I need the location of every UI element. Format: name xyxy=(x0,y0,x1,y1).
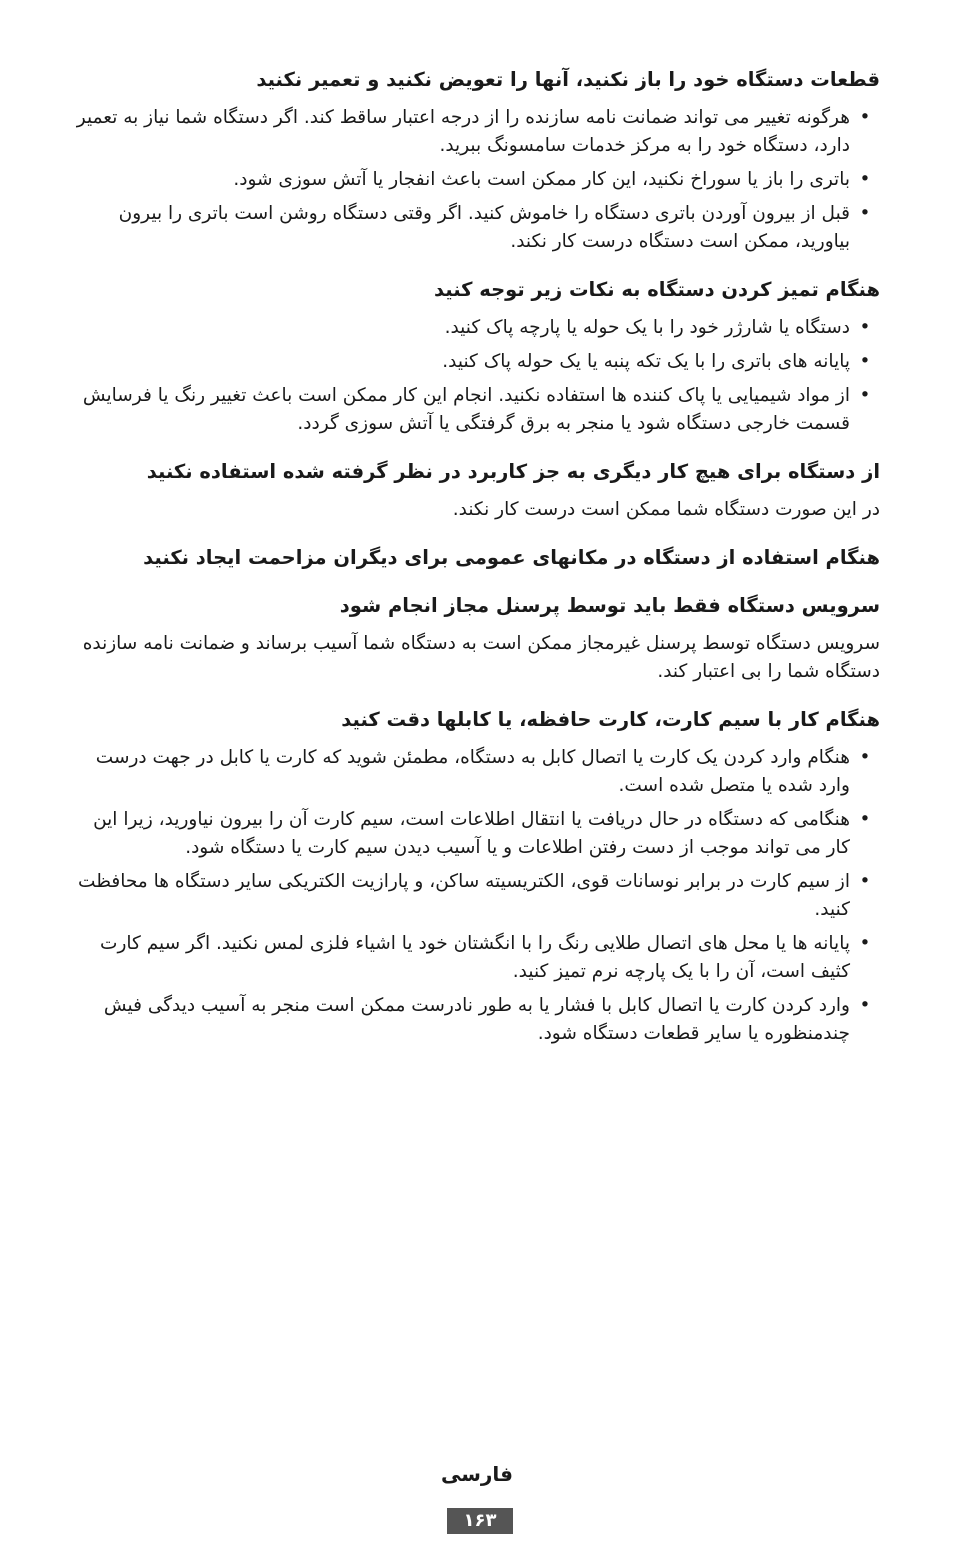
section-heading: هنگام کار با سیم کارت، کارت حافظه، یا کابلها دقت کنید xyxy=(341,708,880,731)
section-heading: از دستگاه برای هیچ کار دیگری به جز کاربرد در نظر گرفته شده استفاده نکنید xyxy=(146,460,880,483)
section-service xyxy=(76,592,880,686)
section-text: سرویس دستگاه توسط پرسنل غیرمجاز ممکن است به دستگاه شما آسیب برساند و ضمانت نامه سازنده دستگاه شما را بی اعتبار کند. xyxy=(82,633,880,682)
list-item: • پایانه های باتری را با یک تکه پنبه یا یک حوله پاک کنید. xyxy=(76,348,850,376)
section-cleaning xyxy=(76,276,880,438)
section-public-places xyxy=(76,544,880,572)
section-heading: سرویس دستگاه فقط باید توسط پرسنل مجاز انجام شود xyxy=(339,594,880,617)
list-item: • قبل از بیرون آوردن باتری دستگاه را خاموش کنید. اگر وقتی دستگاه روشن است باتری را بیرون بیاورید، ممکن است دستگاه درست کار نکند. xyxy=(76,200,850,256)
list-item: • هرگونه تغییر می تواند ضمانت نامه سازنده را از درجه اعتبار ساقط کند. اگر دستگاه شما نیاز به تعمیر دارد، دستگاه خود را به مرکز خدمات سامسونگ ببرید. xyxy=(76,104,850,160)
section-disassembly xyxy=(76,66,880,256)
list-item: • از مواد شیمیایی یا پاک کننده ها استفاده نکنید. انجام این کار ممکن است باعث تغییر رنگ یا فرسایش قسمت خارجی دستگاه شود یا منجر به برق گرفتگی یا آتش سوزی گردد. xyxy=(76,382,850,438)
section-sim-cards xyxy=(76,706,880,1048)
section-heading: هنگام استفاده از دستگاه در مکانهای عمومی برای دیگران مزاحمت ایجاد نکنید xyxy=(143,546,880,569)
section-heading: قطعات دستگاه خود را باز نکنید، آنها را تعویض نکنید و تعمیر نکنید xyxy=(256,68,880,91)
footer-language: فارسی xyxy=(440,1462,514,1486)
list-item: • از سیم کارت در برابر نوسانات قوی، الکتریسیته ساکن، و پارازیت الکتریکی سایر دستگاه ها محافظت کنید. xyxy=(76,868,850,924)
list-item: • هنگامی که دستگاه در حال دریافت یا انتقال اطلاعات است، سیم کارت آن را بیرون نیاورید، زیرا این کار می تواند موجب از دست رفتن اطلاعات و یا آسیب دیدن سیم کارت یا دستگاه شود. xyxy=(76,806,850,862)
section-intended-use xyxy=(76,458,880,524)
bullet-list xyxy=(76,744,880,1048)
list-item: • هنگام وارد کردن یک کارت یا اتصال کابل به دستگاه، مطمئن شوید که کارت یا کابل در جهت درست وارد شده یا متصل شده است. xyxy=(76,744,850,800)
list-item: • وارد کردن کارت یا اتصال کابل با فشار یا به طور نادرست ممکن است منجر به آسیب دیدگی فیش چندمنظوره یا سایر قطعات دستگاه شود. xyxy=(76,992,850,1048)
document-body xyxy=(76,66,880,1068)
section-text: در این صورت دستگاه شما ممکن است درست کار نکند. xyxy=(452,499,880,520)
list-item: • دستگاه یا شارژر خود را با یک حوله یا پارچه پاک کنید. xyxy=(76,314,850,342)
bullet-list xyxy=(76,314,880,438)
list-item: • پایانه ها یا محل های اتصال طلایی رنگ را با انگشتان خود یا اشیاء فلزی لمس نکنید. اگر سیم کارت کثیف است، آن را با یک پارچه نرم تمیز کنید. xyxy=(76,930,850,986)
list-item: • باتری را باز یا سوراخ نکنید، این کار ممکن است باعث انفجار یا آتش سوزی شود. xyxy=(76,166,850,194)
bullet-list xyxy=(76,104,880,256)
page-number: ۱۶۳ xyxy=(447,1508,513,1534)
section-heading: هنگام تمیز کردن دستگاه به نکات زیر توجه کنید xyxy=(433,278,880,301)
